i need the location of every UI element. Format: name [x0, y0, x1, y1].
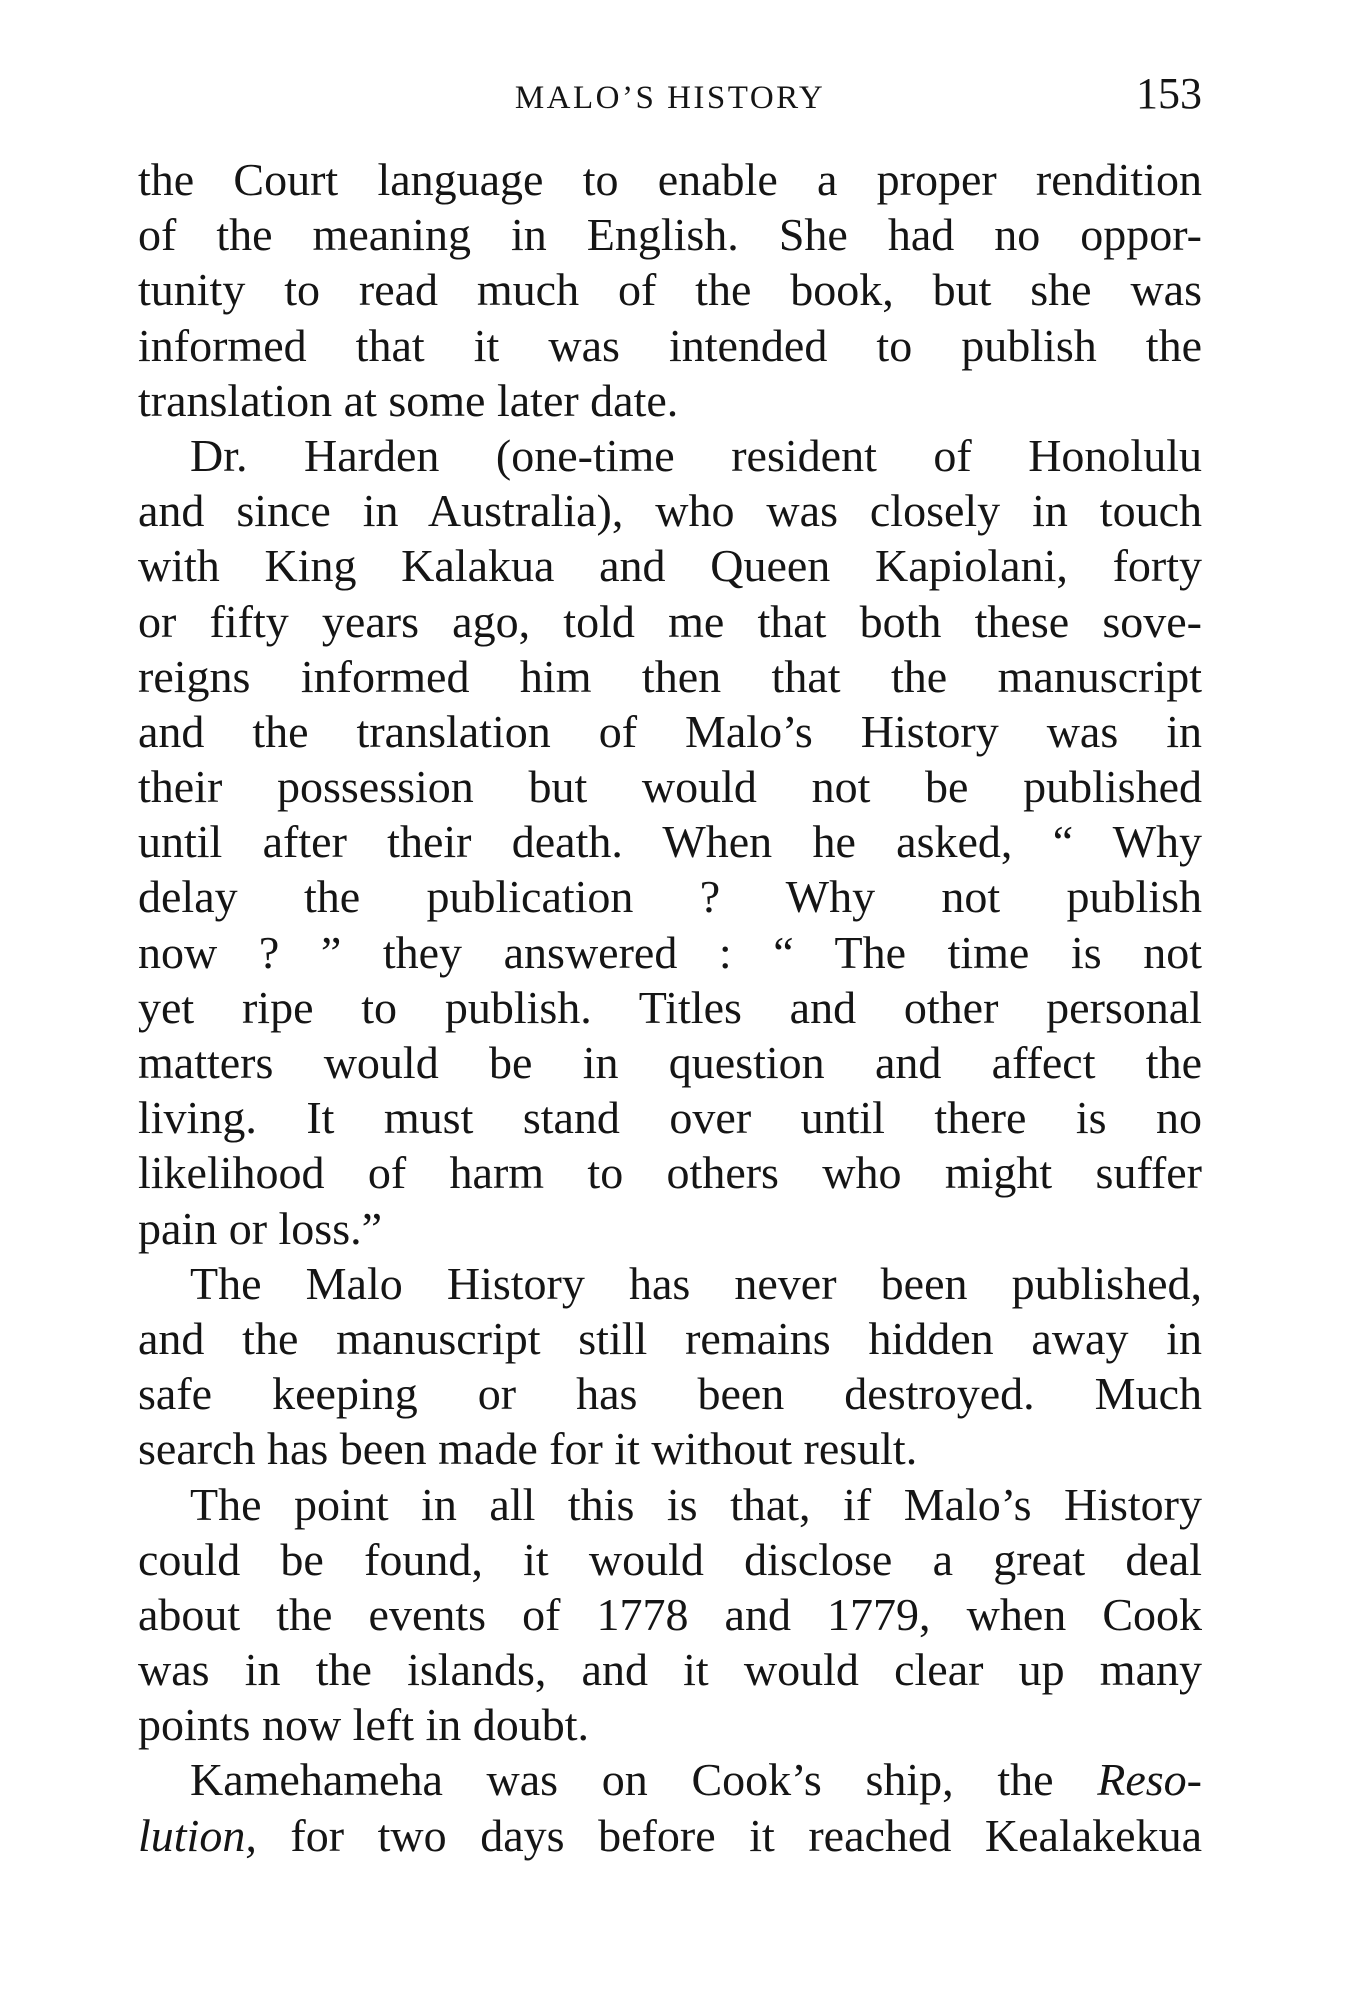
paragraph — [138, 1477, 1202, 1753]
text-line: pain or loss.” — [138, 1202, 383, 1254]
text-line: tunity to read much of the book, but she was — [138, 264, 1202, 316]
ship-name-italic: Reso- — [1097, 1754, 1202, 1806]
text-line: translation at some later date. — [138, 374, 679, 426]
paragraph — [138, 1256, 1202, 1477]
text-line: The Malo History has never been published, — [190, 1257, 1202, 1309]
text-line: about the events of 1778 and 1779, when Cook — [138, 1588, 1202, 1640]
line-text: for two days before it reached Kealakekua — [256, 1809, 1202, 1861]
text-line: delay the publication ? Why not publish — [138, 871, 1202, 923]
text-line: their possession but would not be published — [138, 761, 1202, 813]
text-line: with King Kalakua and Queen Kapiolani, forty — [138, 540, 1202, 592]
text-line: of the meaning in English. She had no oppor- — [138, 209, 1202, 261]
ship-name-italic: lution, — [138, 1809, 257, 1861]
text-line: could be found, it would disclose a great deal — [138, 1533, 1202, 1585]
text-line: likelihood of harm to others who might suffer — [138, 1147, 1202, 1199]
running-title: MALO’S HISTORY — [514, 80, 826, 116]
text-line: the Court language to enable a proper rendition — [138, 154, 1202, 205]
text-line: reigns informed him then that the manuscript — [138, 650, 1202, 702]
text-line: safe keeping or has been destroyed. Much — [138, 1368, 1202, 1420]
text-line: points now left in doubt. — [138, 1699, 590, 1751]
text-line: The point in all this is that, if Malo’s History — [190, 1478, 1202, 1530]
text-line: informed that it was intended to publish the — [138, 319, 1202, 371]
paragraph — [138, 428, 1202, 1256]
text-line: was in the islands, and it would clear up many — [138, 1644, 1202, 1696]
paragraph — [138, 152, 1202, 428]
text-line — [138, 1752, 1202, 1807]
text-line: now ? ” they answered : “ The time is not — [138, 926, 1202, 978]
text-line: and the translation of Malo’s History was in — [138, 705, 1202, 757]
text-line: search has been made for it without result. — [138, 1423, 918, 1475]
text-line: until after their death. When he asked, “ Why — [138, 816, 1202, 868]
text-line: and the manuscript still remains hidden away in — [138, 1312, 1202, 1364]
text-line: Dr. Harden (one-time resident of Honolulu — [190, 429, 1202, 481]
text-line: and since in Australia), who was closely in touch — [138, 485, 1202, 537]
paragraph — [138, 1752, 1202, 1862]
text-line: living. It must stand over until there is no — [138, 1092, 1202, 1144]
body-text — [138, 152, 1202, 1863]
text-line: matters would be in question and affect the — [138, 1037, 1202, 1088]
page-number: 153 — [1136, 69, 1202, 118]
text-line — [138, 1808, 1202, 1863]
text-line: yet ripe to publish. Titles and other personal — [138, 981, 1202, 1033]
running-head — [138, 70, 1202, 126]
text-line: or fifty years ago, told me that both these sove- — [138, 595, 1202, 647]
line-text: Kamehameha was on Cook’s ship, the — [190, 1754, 1098, 1806]
